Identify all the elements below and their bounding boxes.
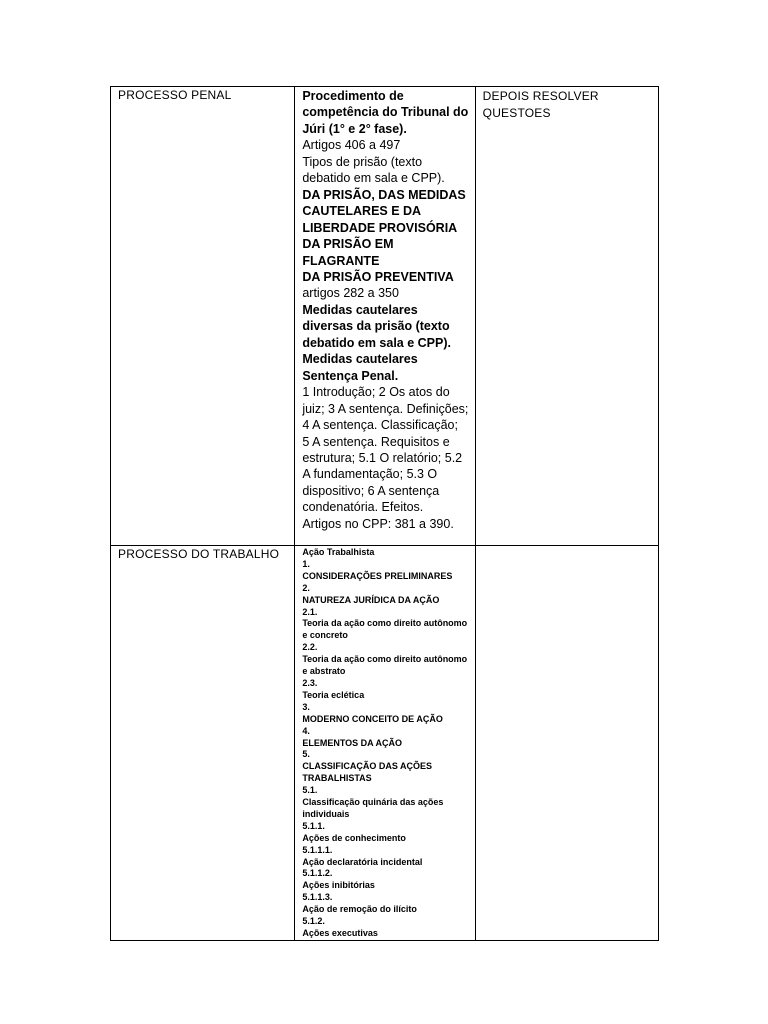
subject-cell <box>111 87 295 546</box>
topic-item: 1. <box>302 558 310 569</box>
topic-item: 5 A sentença. Requisitos e estrutura; 5.1 O relatório; 5.2 A fundamentação; 5.3 O dispositivo; 6 A sentença condenatória. Efeitos. <box>302 434 463 515</box>
topics-cell <box>295 546 475 941</box>
topic-item: CONSIDERAÇÕES PRELIMINARES <box>302 570 453 581</box>
topic-item: 5.1.1.2. <box>302 868 333 879</box>
topic-item: Artigos no CPP: 381 a 390. <box>302 516 454 531</box>
topic-item: DA PRISÃO EM FLAGRANTE <box>302 237 394 268</box>
subject-label: PROCESSO PENAL <box>118 88 232 102</box>
topic-item: 5.1. <box>302 785 318 796</box>
topic-item: ELEMENTOS DA AÇÃO <box>302 737 403 748</box>
topic-item: 5.1.1.3. <box>302 892 333 903</box>
study-plan-table <box>110 86 659 941</box>
topic-item: 2.1. <box>302 606 318 617</box>
topic-item: 5.1.1.1. <box>302 844 333 855</box>
topic-item: Ações inibitórias <box>302 880 375 891</box>
note-label: DEPOIS RESOLVER QUESTOES <box>482 89 599 120</box>
topic-item: 2.3. <box>302 677 318 688</box>
topic-item: Ações de conhecimento <box>302 832 406 843</box>
topic-item: NATUREZA JURÍDICA DA AÇÃO <box>302 594 440 605</box>
topic-item: 5. <box>302 749 310 760</box>
subject-label: PROCESSO DO TRABALHO <box>118 547 280 561</box>
topic-item: DA PRISÃO PREVENTIVA <box>302 269 454 284</box>
topic-item: Procedimento de competência do Tribunal do Júri (1° e 2° fase). <box>302 89 469 136</box>
topic-item: Ações executivas <box>302 928 378 938</box>
topic-item: Sentença Penal. <box>302 368 399 383</box>
topic-item: Classificação quinária das ações individuais <box>302 797 444 819</box>
topic-item: 3. <box>302 701 310 712</box>
note-label <box>476 546 658 547</box>
topics-list <box>302 88 470 532</box>
topic-item: MODERNO CONCEITO DE AÇÃO <box>302 713 443 724</box>
topic-item: Medidas cautelares <box>302 352 418 367</box>
topic-item: Medidas cautelares diversas da prisão (texto debatido em sala e CPP). <box>302 302 451 350</box>
topic-item: Tipos de prisão (texto debatido em sala e CPP). <box>302 154 445 186</box>
topic-item: 4. <box>302 725 310 736</box>
topic-item: DA PRISÃO, DAS MEDIDAS CAUTELARES E DA LIBERDADE PROVISÓRIA <box>302 187 466 235</box>
topic-item: CLASSIFICAÇÃO DAS AÇÕES TRABALHISTAS <box>302 761 433 784</box>
topics-list <box>302 547 470 940</box>
topic-item: 2.2. <box>302 642 318 653</box>
topic-item: Teoria eclética <box>302 689 365 700</box>
notes-cell <box>475 87 658 546</box>
topic-item: Artigos 406 a 497 <box>302 138 401 153</box>
table-row-processo-penal <box>111 87 659 546</box>
topic-item: 1 Introdução; 2 Os atos do juiz; 3 A sentença. Definições; 4 A sentença. Classificação; <box>302 385 469 433</box>
notes-cell <box>475 546 658 941</box>
topic-item: 5.1.2. <box>302 916 325 927</box>
topic-item: Ação de remoção do ilícito <box>302 904 417 915</box>
topic-item: Teoria da ação como direito autônomo e concreto <box>302 618 468 641</box>
topic-item: 2. <box>302 582 310 593</box>
topic-item: artigos 282 a 350 <box>302 286 399 301</box>
table-row-processo-trabalho <box>111 546 659 941</box>
topic-item: Teoria da ação como direito autônomo e abstrato <box>302 654 468 677</box>
topic-item: 5.1.1. <box>302 820 325 831</box>
topic-item: Ação declaratória incidental <box>302 856 423 867</box>
subject-cell <box>111 546 295 941</box>
topics-cell <box>295 87 475 546</box>
topic-item: Ação Trabalhista <box>302 547 375 557</box>
